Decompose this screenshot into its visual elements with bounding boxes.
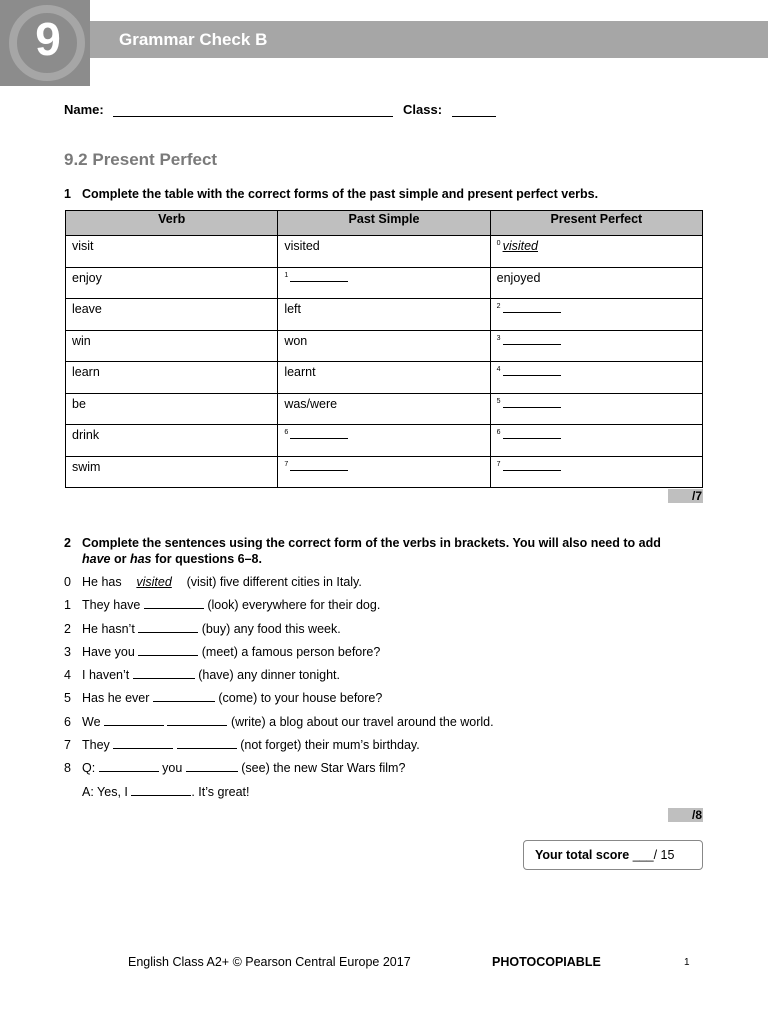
cell-verb: swim [66,456,278,488]
list-item [64,760,494,783]
list-item [64,667,494,690]
list-item [64,597,494,620]
example-answer: visited [136,575,172,589]
section-title: 9.2 Present Perfect [64,150,218,169]
cell-present-perfect[interactable] [490,425,702,457]
list-item [64,621,494,644]
table-header-row [66,211,703,236]
answer-blank[interactable] [144,598,204,609]
blank-number: 3 [496,334,501,342]
item-number: 2 [64,621,71,636]
item-number: 3 [64,644,71,659]
sentence-end: (visit) five different cities in Italy. [183,575,362,589]
name-field[interactable] [113,104,393,117]
instruction-has: has [129,552,152,566]
cell-present-perfect[interactable] [490,456,702,488]
table-row [66,393,703,425]
list-item [64,574,494,597]
sentence-end: (meet) a famous person before? [198,644,381,659]
col-header-past-simple: Past Simple [278,211,490,236]
answer-blank[interactable] [503,460,561,471]
exercise2-score-text: /8 [691,808,702,822]
cell-verb: be [66,393,278,425]
answer-blank[interactable] [503,302,561,313]
blank-number: 2 [496,303,501,310]
answer-blank[interactable] [290,271,348,282]
answer-blank[interactable] [138,645,198,656]
cell-present-perfect [490,236,702,268]
instruction-or: or [110,552,130,566]
answer-blank[interactable] [99,761,159,772]
cell-value: was/were [284,396,338,411]
answer-blank[interactable] [186,761,238,772]
total-score-value[interactable]: ___/ 15 [632,848,675,862]
class-label: Class: [403,102,443,117]
col-header-verb: Verb [66,211,278,236]
answer-blank[interactable] [503,428,561,439]
cell-past-simple [278,236,490,268]
sentence-middle: you [158,761,186,776]
item-number: 8 [64,761,71,776]
sentence-end: . It’s great! [191,784,250,799]
cell-past-simple[interactable] [278,425,490,457]
cell-value: visited [284,239,320,253]
blank-number: 1 [284,271,289,279]
cell-present-perfect[interactable] [490,330,702,362]
blank-number: 7 [496,460,501,468]
sentence-start: Have you [82,644,139,659]
cell-present-perfect[interactable] [490,362,702,394]
list-item [64,714,494,737]
instruction-have: have [82,552,111,566]
list-item [64,784,494,807]
blank-number: 7 [284,460,289,468]
cell-past-simple[interactable] [278,456,490,488]
sentence-start: They [82,738,114,753]
cell-value: learnt [284,365,316,379]
answer-blank[interactable] [113,738,173,749]
sentence-end: (come) to your house before? [214,691,383,706]
cell-present-perfect [490,267,702,299]
answer-blank[interactable] [167,715,227,726]
answer-blank[interactable] [131,785,191,796]
sentence-end: (look) everywhere for their dog. [203,598,381,613]
blank-number: 6 [496,429,501,436]
exercise1-number: 1 [64,187,71,201]
footer-page-number: 1 [684,957,690,968]
answer-blank[interactable] [503,365,561,376]
sentence-start: He has [82,575,126,589]
blank-number: 6 [284,429,289,436]
sentence-start: Has he ever [82,691,153,706]
instruction-end: for questions 6–8. [151,552,262,566]
table-row [66,267,703,299]
blank-number: 5 [496,397,501,405]
footer-copyright: English Class A2+ © Pearson Central Europe 2017 [128,955,411,969]
cell-present-perfect[interactable] [490,299,702,331]
name-label: Name: [64,102,104,117]
col-header-present-perfect: Present Perfect [490,211,702,236]
exercise1-score [668,489,703,503]
item-number: 6 [64,714,71,729]
sentence-start: He hasn’t [82,621,139,636]
cell-verb: enjoy [66,267,278,299]
sentence-end: (buy) any food this week. [198,621,341,636]
cell-verb: win [66,330,278,362]
list-item [64,644,494,667]
exercise2-instruction [64,535,704,567]
answer-blank[interactable] [104,715,164,726]
answer-blank[interactable] [133,668,195,679]
blank-number: 4 [496,366,501,373]
item-number: 5 [64,691,71,706]
cell-past-simple [278,362,490,394]
table-row [66,425,703,457]
list-item [64,737,494,760]
unit-badge [0,0,90,86]
list-item [64,690,494,713]
sentence-start: We [82,714,104,729]
table-row [66,362,703,394]
unit-number: 9 [35,13,61,65]
name-class-row [64,102,496,117]
exercise1-instruction-text: Complete the table with the correct forms of the past simple and present perfect verbs. [82,187,599,201]
cell-value: enjoyed [496,270,541,285]
item-number: 0 [64,575,71,589]
table-row [66,456,703,488]
class-field[interactable] [452,104,496,117]
sentence-start: A: Yes, I [82,784,132,799]
table-row [66,299,703,331]
item-number: 4 [64,668,71,683]
page-title: Grammar Check B [119,30,268,49]
header-bar [90,21,768,58]
cell-verb: drink [66,425,278,457]
item-number: 7 [64,738,71,753]
cell-verb: learn [66,362,278,394]
total-score-box [523,840,703,870]
cell-past-simple[interactable] [278,267,490,299]
exercise1-score-text: /7 [691,489,702,503]
item-number: 1 [64,598,71,613]
sentence-end: (not forget) their mum’s birthday. [236,738,420,753]
cell-value: left [284,302,302,316]
cell-verb: visit [66,236,278,268]
footer-photocopiable: PHOTOCOPIABLE [492,955,601,969]
cell-past-simple [278,393,490,425]
cell-verb: leave [66,299,278,331]
exercise2-number: 2 [64,536,71,550]
sentence-end: (write) a blog about our travel around the world. [227,714,494,729]
answer-blank[interactable] [138,622,198,633]
answer-blank[interactable] [177,738,237,749]
total-score-label: Your total score [535,848,630,862]
exercise1-instruction [64,186,598,202]
cell-present-perfect[interactable] [490,393,702,425]
sentence-end: (see) the new Star Wars film? [237,761,406,776]
sentence-start: Q: [82,761,99,776]
sentence-start: I haven’t [82,668,133,683]
example-answer: visited [502,239,538,253]
exercise2-instruction-text: Complete the sentences using the correct form of the verbs in brackets. You will also need to add [82,536,661,550]
table-row [66,236,703,268]
verb-table [65,210,703,488]
cell-value: won [284,333,308,348]
blank-number: 0 [496,240,501,247]
table-row [66,330,703,362]
exercise2-score [668,808,703,822]
sentence-end: (have) any dinner tonight. [194,668,340,683]
sentence-start: They have [82,598,144,613]
cell-past-simple [278,330,490,362]
cell-past-simple [278,299,490,331]
answer-blank[interactable] [290,428,348,439]
answer-blank[interactable] [153,691,215,702]
sentence-list [64,574,494,807]
answer-blank[interactable] [290,460,348,471]
answer-blank[interactable] [503,397,561,408]
answer-blank[interactable] [503,334,561,345]
